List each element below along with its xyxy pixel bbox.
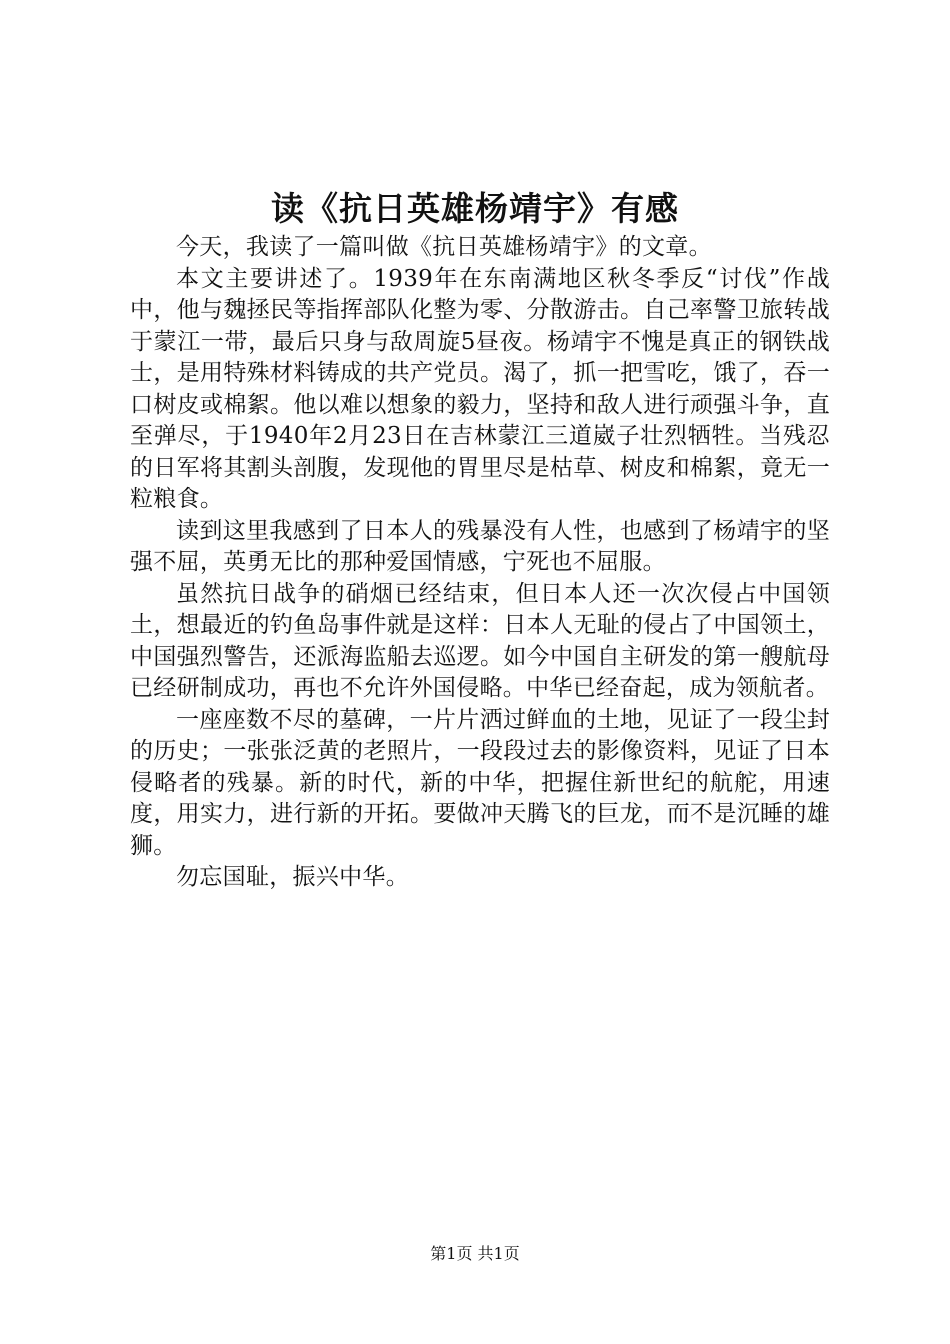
paragraph-present: 虽然抗日战争的硝烟已经结束，但日本人还一次次侵占中国领土，想最近的钓鱼岛事件就是这样：日本人无耻的侵占了中国领土，中国强烈警告，还派海监船去巡逻。如今中国自主研发的第一艘航母已经研制成功，再也不允许外国侵略。中华已经奋起，成为领航者。 [130,580,830,701]
document-body [130,232,830,894]
page-footer: 第1页 共1页 [430,1244,520,1263]
paragraph-closing: 勿忘国耻，振兴中华。 [176,864,409,890]
paragraph-reflection: 一座座数不尽的墓碑，一片片洒过鲜血的土地，见证了一段尘封的历史；一张张泛黄的老照片，一段段过去的影像资料，见证了日本侵略者的残暴。新的时代，新的中华，把握住新世纪的航舵，用速度，用实力，进行新的开拓。要做冲天腾飞的巨龙，而不是沉睡的雄狮。 [130,706,830,859]
paragraph-feeling: 读到这里我感到了日本人的残暴没有人性，也感到了杨靖宇的坚强不屈，英勇无比的那种爱国情感，宁死也不屈服。 [130,517,830,575]
paragraph-story: 本文主要讲述了。1939年在东南满地区秋冬季反“讨伐”作战中，他与魏拯民等指挥部队化整为零、分散游击。自己率警卫旅转战于蒙江一带，最后只身与敌周旋5昼夜。杨靖宇不愧是真正的钢铁战士，是用特殊材料铸成的共产党员。渴了，抓一把雪吃，饿了，吞一口树皮或棉絮。他以难以想象的毅力，坚持和敌人进行顽强斗争，直至弹尽，于1940年2月23日在吉林蒙江三道崴子壮烈牺牲。当残忍的日军将其割头剖腹，发现他的胃里尽是枯草、树皮和棉絮，竟无一粒粮食。 [130,265,830,512]
document-title: 读《抗日英雄杨靖宇》有感 [271,189,679,228]
paragraph-intro: 今天，我读了一篇叫做《抗日英雄杨靖宇》的文章。 [176,234,712,260]
